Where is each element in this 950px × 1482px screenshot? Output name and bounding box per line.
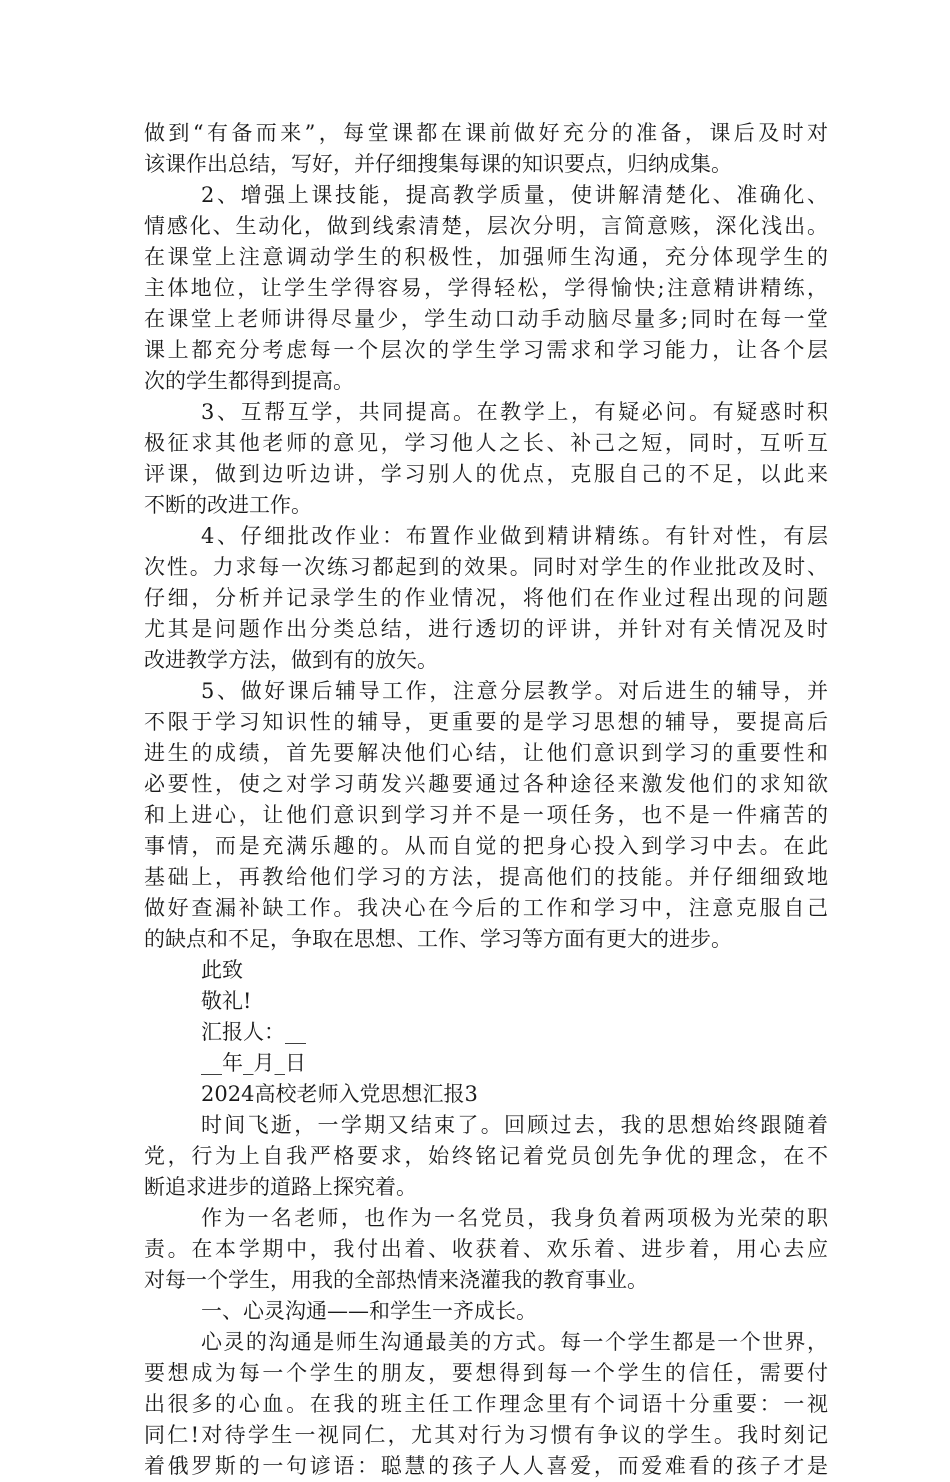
closing-salutation: 此致 (201, 958, 243, 982)
text-line: 尤其是问题作出分类总结，进行透切的评讲，并针对有关情况及时 (144, 617, 828, 641)
text-line: 课上都充分考虑每一个层次的学生学习需求和学习能力，让各个层 (144, 338, 828, 362)
text-line: 进生的成绩，首先要解决他们心结，让他们意识到学习的重要性和 (144, 741, 828, 765)
text-line: 出很多的心血。在我的班主任工作理念里有个词语十分重要：一视 (144, 1392, 828, 1416)
text-line: 次的学生都得到提高。 (144, 369, 354, 393)
section-title: 2024高校老师入党思想汇报3 (201, 1082, 478, 1106)
text-line: 3、互帮互学，共同提高。在教学上，有疑必问。有疑惑时积 (201, 400, 828, 424)
text-line: 党，行为上自我严格要求，始终铭记着党员创先争优的理念，在不 (144, 1144, 828, 1168)
document-body (144, 118, 828, 1482)
text-line: 做好查漏补缺工作。我决心在今后的工作和学习中，注意克服自己 (144, 896, 828, 920)
text-line: 基础上，再教给他们学习的方法，提高他们的技能。并仔细细致地 (144, 865, 828, 889)
text-line: 极征求其他老师的意见，学习他人之长、补己之短，同时，互听互 (144, 431, 828, 455)
text-line: 事情，而是充满乐趣的。从而自觉的把身心投入到学习中去。在此 (144, 834, 828, 858)
text-line: 评课，做到边听边讲，学习别人的优点，克服自己的不足，以此来 (144, 462, 828, 486)
text-line: 和上进心，让他们意识到学习并不是一项任务，也不是一件痛苦的 (144, 803, 828, 827)
text-line: 情感化、生动化，做到线索清楚，层次分明，言简意赅，深化浅出。 (144, 214, 828, 238)
text-line: 在课堂上老师讲得尽量少，学生动口动手动脑尽量多;同时在每一堂 (144, 307, 828, 331)
reporter-line: 汇报人：__ (201, 1020, 306, 1044)
text-line: 要想成为每一个学生的朋友，要想得到每一个学生的信任，需要付 (144, 1361, 828, 1385)
text-line: 次性。力求每一次练习都起到的效果。同时对学生的作业批改及时、 (144, 555, 828, 579)
text-line: 必要性，使之对学习萌发兴趣要通过各种途径来激发他们的求知欲 (144, 772, 828, 796)
text-line: 时间飞逝，一学期又结束了。回顾过去，我的思想始终跟随着 (201, 1113, 828, 1137)
subsection-heading: 一、心灵沟通——和学生一齐成长。 (201, 1299, 537, 1323)
text-line: 主体地位，让学生学得容易，学得轻松，学得愉快;注意精讲精练， (144, 276, 828, 300)
text-line: 改进教学方法，做到有的放矢。 (144, 648, 438, 672)
date-line: __年_月_日 (201, 1051, 306, 1075)
text-line: 该课作出总结，写好，并仔细搜集每课的知识要点，归纳成集。 (144, 152, 732, 176)
text-line: 心灵的沟通是师生沟通最美的方式。每一个学生都是一个世界， (201, 1330, 828, 1354)
text-line: 作为一名老师，也作为一名党员，我身负着两项极为光荣的职 (201, 1206, 828, 1230)
text-line: 仔细，分析并记录学生的作业情况，将他们在作业过程出现的问题 (144, 586, 828, 610)
text-line: 的缺点和不足，争取在思想、工作、学习等方面有更大的进步。 (144, 927, 732, 951)
text-line: 在课堂上注意调动学生的积极性，加强师生沟通，充分体现学生的 (144, 245, 828, 269)
text-line: 同仁!对待学生一视同仁，尤其对行为习惯有争议的学生。我时刻记 (144, 1423, 828, 1447)
text-line: 4、仔细批改作业：布置作业做到精讲精练。有针对性，有层 (201, 524, 828, 548)
text-line: 断追求进步的道路上探究着。 (144, 1175, 417, 1199)
closing-regards: 敬礼! (201, 989, 252, 1013)
text-line: 不限于学习知识性的辅导，更重要的是学习思想的辅导，要提高后 (144, 710, 828, 734)
text-line: 2、增强上课技能，提高教学质量，使讲解清楚化、准确化、 (201, 183, 828, 207)
text-line: 不断的改进工作。 (144, 493, 312, 517)
text-line: 5、做好课后辅导工作，注意分层教学。对后进生的辅导，并 (201, 679, 828, 703)
text-line: 对每一个学生，用我的全部热情来浇灌我的教育事业。 (144, 1268, 648, 1292)
text-line: 责。在本学期中，我付出着、收获着、欢乐着、进步着，用心去应 (144, 1237, 828, 1261)
text-line: 做到“有备而来”，每堂课都在课前做好充分的准备，课后及时对 (144, 121, 828, 145)
text-line: 着俄罗斯的一句谚语：聪慧的孩子人人喜爱，而爱难看的孩子才是 (144, 1454, 828, 1478)
